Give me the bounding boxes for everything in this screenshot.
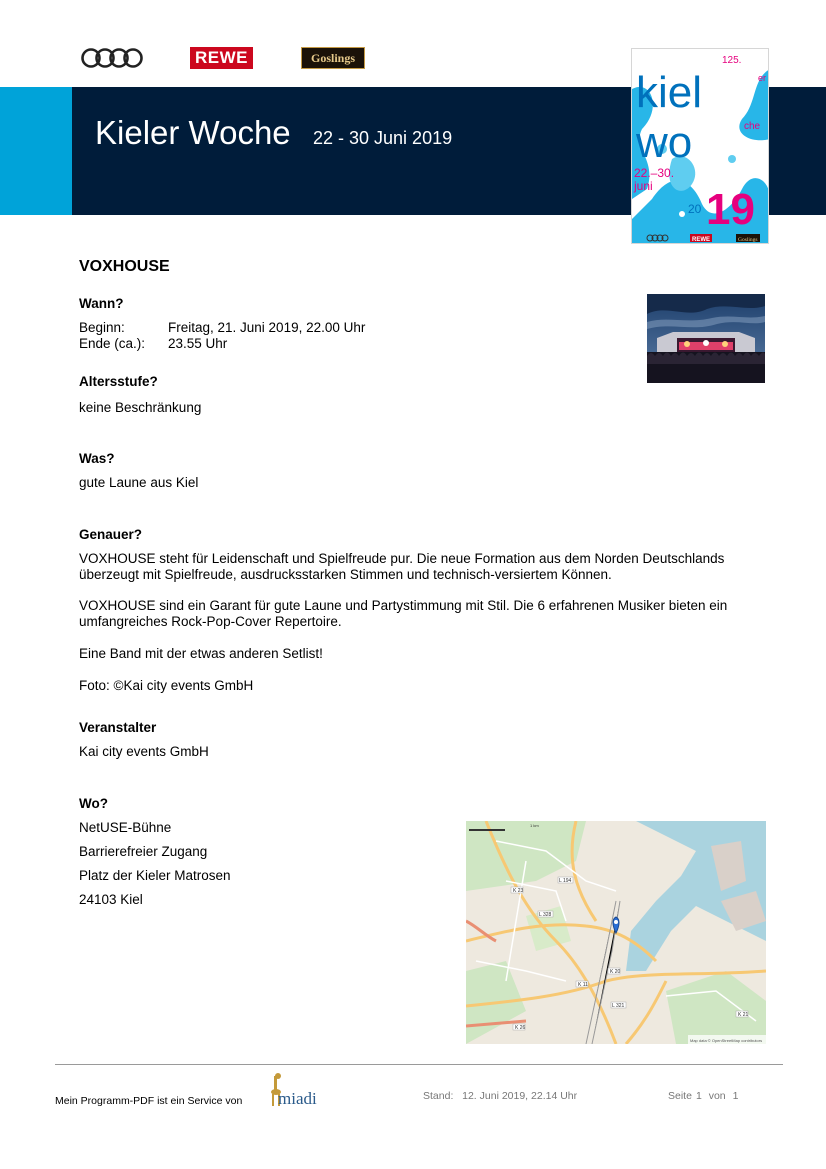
page-label: Seite <box>668 1090 692 1102</box>
map-road-label: K 11 <box>578 982 588 988</box>
map-road-label: K 21 <box>738 1012 749 1018</box>
banner-accent <box>0 87 72 215</box>
description-paragraph: VOXHOUSE sind ein Garant für gute Laune und Partystimmung mit Stil. Die 6 erfahrenen Musiker bieten ein umfangreiches Rock-Pop-Cover Repertoire. <box>79 598 728 629</box>
page-indicator <box>668 1090 742 1102</box>
map-road-label: L 321 <box>612 1003 625 1009</box>
poster-dates: 22.–30. <box>634 166 675 180</box>
poster-year-a: 20 <box>688 202 702 216</box>
footer-timestamp <box>423 1090 577 1102</box>
poster-rewe: REWE <box>692 237 710 243</box>
map-road-label: K 26 <box>515 1025 526 1031</box>
venue-street: Platz der Kieler Matrosen <box>79 868 231 883</box>
begin-label: Beginn: <box>79 320 125 335</box>
map-road-label: L 194 <box>559 878 572 884</box>
rewe-logo: REWE <box>190 47 253 69</box>
poster-anniversary: 125. <box>722 55 742 66</box>
map-scale: 1 km <box>530 823 539 828</box>
end-label: Ende (ca.): <box>79 336 146 351</box>
footer-divider <box>55 1064 783 1065</box>
poster-artwork <box>632 49 769 244</box>
venue-name: NetUSE-Bühne <box>79 820 172 835</box>
location-map[interactable] <box>466 821 766 1044</box>
page-current: 1 <box>695 1090 702 1102</box>
details-heading: Genauer? <box>79 527 143 542</box>
footer-service-text: Mein Programm-PDF ist ein Service von <box>55 1095 243 1107</box>
map-road-label: L 328 <box>539 912 552 918</box>
photo-credit: Foto: ©Kai city events GmbH <box>79 678 254 693</box>
poster-month: juni <box>634 179 653 193</box>
what-heading: Was? <box>79 451 115 466</box>
poster-wo: wo <box>636 118 693 167</box>
map-road-label: K 23 <box>513 888 524 894</box>
age-heading: Altersstufe? <box>79 374 158 389</box>
poster-che: che <box>744 121 761 132</box>
end-value: 23.55 Uhr <box>168 336 228 351</box>
organizer-value: Kai city events GmbH <box>79 744 209 759</box>
audi-logo <box>80 47 144 69</box>
map-road-label: K 20 <box>610 969 621 975</box>
venue-city: 24103 Kiel <box>79 892 143 907</box>
event-photo <box>647 294 765 383</box>
kieler-woche-poster <box>631 48 769 244</box>
map-attribution: Map data © OpenStreetMap contributors <box>690 1038 763 1043</box>
what-value: gute Laune aus Kiel <box>79 475 199 490</box>
stand-value: 12. Juni 2019, 22.14 Uhr <box>462 1090 578 1102</box>
poster-goslings: Goslings <box>738 237 758 243</box>
page-of: von <box>708 1090 726 1102</box>
poster-kiel: kiel <box>636 68 703 117</box>
goslings-logo: Goslings <box>301 47 365 69</box>
poster-er: er <box>758 73 767 83</box>
when-heading: Wann? <box>79 296 124 311</box>
miadi-logo[interactable] <box>262 1070 332 1110</box>
age-value: keine Beschränkung <box>79 400 202 415</box>
begin-value: Freitag, 21. Juni 2019, 22.00 Uhr <box>168 320 366 335</box>
description-paragraph: Eine Band mit der etwas anderen Setlist! <box>79 646 323 661</box>
miadi-wordmark: miadi <box>278 1089 317 1108</box>
page-total: 1 <box>732 1090 739 1102</box>
page-title: Kieler Woche <box>95 114 291 151</box>
where-heading: Wo? <box>79 796 108 811</box>
event-title: VOXHOUSE <box>79 258 170 275</box>
event-date-range: 22 - 30 Juni 2019 <box>313 128 453 148</box>
venue-accessibility: Barrierefreier Zugang <box>79 844 208 859</box>
description-paragraph: VOXHOUSE steht für Leidenschaft und Spielfreude pur. Die neue Formation aus dem Norden Deutschlands überzeugt mit Spielfreude, ausdrucksstarken Stimmen und technisch-versiertem Können. <box>79 551 725 582</box>
poster-year-b: 19 <box>706 185 755 234</box>
stand-label: Stand: <box>423 1090 454 1102</box>
organizer-heading: Veranstalter <box>79 720 157 735</box>
